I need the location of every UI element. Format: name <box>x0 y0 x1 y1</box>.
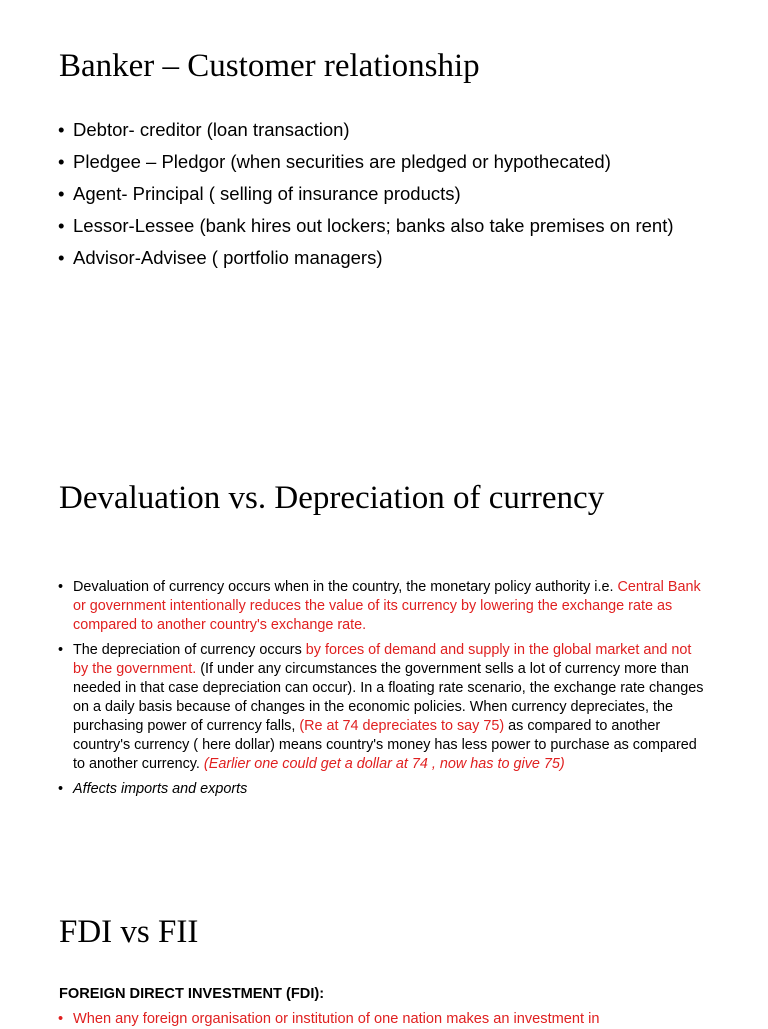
devaluation-highlight: Central Bank or government intentionally reduces the value of its currency by lowering the exchange rate as compared to another country's exchange rate. <box>73 579 701 633</box>
depreciation-highlight-market: by forces of demand and supply in the global market and not by the government. <box>73 642 692 677</box>
depreciation-body-1: (If under any circumstances the government sells a lot of currency more than needed in that case depreciation can occur). In a floating rate scenario, the exchange rate changes on a daily basis because of changes in the economic policies. When currency depreciates, the purchasing power of currency falls, <box>73 661 704 734</box>
bullet-icon: • <box>58 119 65 140</box>
slide-title-banker-customer: Banker – Customer relationship <box>59 48 480 84</box>
currency-notes-list <box>58 578 708 805</box>
bullet-text: Agent- Principal ( selling of insurance products) <box>73 183 461 204</box>
devaluation-lead: Devaluation of currency occurs when in the country, the monetary policy authority i.e. <box>73 579 618 595</box>
fdi-bullet-text: When any foreign organisation or institution of one nation makes an investment in <box>73 1011 600 1027</box>
list-item <box>58 246 718 270</box>
bullet-text: Advisor-Advisee ( portfolio managers) <box>73 247 383 268</box>
depreciation-body-2: as compared to another country's currency ( here dollar) means country's money has less power to purchase as compared to another currency. <box>73 718 697 772</box>
bullet-icon: • <box>58 215 65 236</box>
slide-title-fdi-fii: FDI vs FII <box>59 914 199 950</box>
bullet-text: Pledgee – Pledgor (when securities are pledged or hypothecated) <box>73 151 611 172</box>
imports-exports-item <box>58 780 708 799</box>
depreciation-highlight-rate: (Re at 74 depreciates to say 75) <box>299 718 505 734</box>
bullet-icon: • <box>58 579 64 595</box>
slide-title-devaluation-depreciation: Devaluation vs. Depreciation of currency <box>59 480 605 516</box>
bullet-icon: • <box>58 151 65 172</box>
list-item <box>58 1010 748 1029</box>
imports-exports-note: Affects imports and exports <box>73 781 248 797</box>
devaluation-item <box>58 578 708 635</box>
fdi-subheading: FOREIGN DIRECT INVESTMENT (FDI): <box>59 986 325 1002</box>
bullet-icon: • <box>58 247 65 268</box>
bullet-icon: • <box>58 183 65 204</box>
bullet-icon: • <box>58 781 64 797</box>
list-item <box>58 182 718 206</box>
list-item <box>58 150 718 174</box>
bullet-icon: • <box>58 642 64 658</box>
depreciation-item <box>58 641 708 774</box>
bullet-text: Debtor- creditor (loan transaction) <box>73 119 350 140</box>
depreciation-highlight-example: (Earlier one could get a dollar at 74 , now has to give 75) <box>203 756 565 772</box>
fdi-list <box>58 1010 748 1029</box>
depreciation-lead: The depreciation of currency occurs <box>73 642 306 658</box>
relationship-list <box>58 118 718 278</box>
list-item <box>58 214 718 238</box>
list-item <box>58 118 718 142</box>
bullet-icon: • <box>58 1011 64 1027</box>
bullet-text: Lessor-Lessee (bank hires out lockers; banks also take premises on rent) <box>73 215 674 236</box>
